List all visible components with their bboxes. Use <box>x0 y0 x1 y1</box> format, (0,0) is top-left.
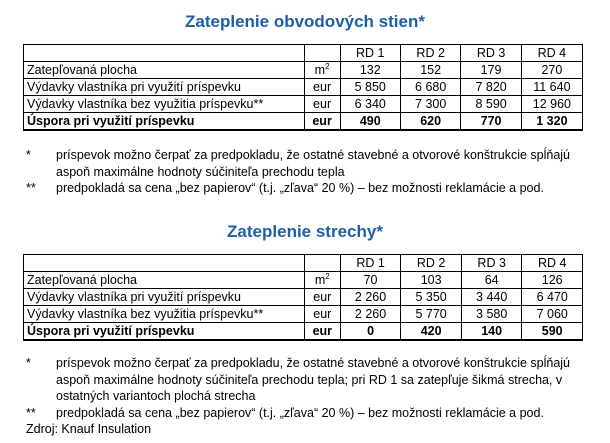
table-cell: 0 <box>340 323 401 341</box>
table-cell: 103 <box>401 272 462 289</box>
row-label: Úspora pri využití príspevku <box>24 323 305 341</box>
table-cell: 126 <box>522 272 583 289</box>
table-cell: 12 960 <box>521 96 582 113</box>
table-cell: 6 340 <box>340 96 400 113</box>
table-row <box>24 306 583 323</box>
table-cell: 770 <box>461 113 521 131</box>
footnote <box>26 180 601 197</box>
table-cell: 2 260 <box>340 289 401 306</box>
table-cell: 620 <box>400 113 460 131</box>
footnote <box>26 355 601 405</box>
table-row-total <box>24 113 583 131</box>
table-cell: 3 580 <box>461 306 522 323</box>
footnote-mark: * <box>26 148 31 162</box>
table-cell: 7 300 <box>400 96 460 113</box>
table-cell: 5 770 <box>401 306 462 323</box>
row-unit: $m^2$ <box>304 62 340 79</box>
table-cell: 152 <box>400 62 460 79</box>
table-cell: 1 320 <box>521 113 582 131</box>
row-label: Výdavky vlastníka bez využitia príspevku** <box>24 96 305 113</box>
table-cell: 64 <box>461 272 522 289</box>
table-cell: 5 350 <box>401 289 462 306</box>
column-header: RD 3 <box>461 255 522 272</box>
table-row <box>24 96 583 113</box>
column-header: RD 4 <box>522 255 583 272</box>
walls-footnotes <box>26 147 601 197</box>
footnote-mark: ** <box>26 405 36 420</box>
table-cell: 420 <box>401 323 462 341</box>
table-row <box>24 79 583 96</box>
table-cell: 7 060 <box>522 306 583 323</box>
table-cell: 7 820 <box>461 79 521 96</box>
row-unit: eur <box>304 289 340 306</box>
row-unit: eur <box>304 113 340 131</box>
table-cell: 2 260 <box>340 306 401 323</box>
row-label: Zatepľovaná plocha <box>24 272 305 289</box>
table-cell: 132 <box>340 62 400 79</box>
footnote-mark: ** <box>26 181 36 195</box>
footnote <box>26 147 601 180</box>
table-row <box>24 272 583 289</box>
footnote-mark: * <box>26 356 31 370</box>
table-cell: 3 440 <box>461 289 522 306</box>
column-header: RD 2 <box>401 255 462 272</box>
roof-footnotes <box>26 355 601 438</box>
table-cell: 11 640 <box>521 79 582 96</box>
column-header: RD 4 <box>521 45 582 62</box>
footnote-text: príspevok možno čerpať za predpokladu, že ostatné stavebné a otvorové konštrukcie spĺňajú aspoň maximálne hodnoty súčiniteľa prechodu tepla <box>56 148 571 179</box>
row-unit: eur <box>304 79 340 96</box>
source-note: Zdroj: Knauf Insulation <box>26 422 152 436</box>
footnote-text: predpokladá sa cena „bez papierov“ (t.j. „zľava“ 20 %) – bez možnosti reklamácie a pod. <box>56 181 544 195</box>
table-cell: 179 <box>461 62 521 79</box>
roof-table <box>23 254 583 341</box>
table-header-row <box>24 255 583 272</box>
table-cell: 6 470 <box>522 289 583 306</box>
row-unit: eur <box>304 306 340 323</box>
table-row-total <box>24 323 583 341</box>
table-header-row <box>24 45 583 62</box>
column-header: RD 1 <box>340 255 401 272</box>
column-header: RD 3 <box>461 45 521 62</box>
column-header: RD 2 <box>400 45 460 62</box>
table-cell: 590 <box>522 323 583 341</box>
table-cell: 70 <box>340 272 401 289</box>
footnote <box>26 405 601 422</box>
row-unit: $m^2$ <box>304 272 340 289</box>
section-title-roof: Zateplenie strechy* <box>227 222 383 241</box>
row-label: Výdavky vlastníka bez využitia príspevku** <box>24 306 305 323</box>
table-row <box>24 289 583 306</box>
row-label: Úspora pri využití príspevku <box>24 113 305 131</box>
table-cell: 270 <box>521 62 582 79</box>
column-header: RD 1 <box>340 45 400 62</box>
footnote-text: predpokladá sa cena „bez papierov“ (t.j. „zľava“ 20 %) – bez možnosti reklamácie a pod. <box>56 405 544 420</box>
row-label: Výdavky vlastníka pri využití príspevku <box>24 79 305 96</box>
row-unit: eur <box>304 96 340 113</box>
table-cell: 8 590 <box>461 96 521 113</box>
row-label: Výdavky vlastníka pri využití príspevku <box>24 289 305 306</box>
row-label: Zatepľovaná plocha <box>24 62 305 79</box>
row-unit: eur <box>304 323 340 341</box>
footnote-text: príspevok možno čerpať za predpokladu, že ostatné stavebné a otvorové konštrukcie spĺňajú aspoň maximálne hodnoty súčiniteľa prechodu tepla; pri RD 1 sa zatepľuje šikmá strecha, v ostatných variantoch plochá strecha <box>56 356 571 403</box>
table-cell: 490 <box>340 113 400 131</box>
table-cell: 5 850 <box>340 79 400 96</box>
walls-table <box>23 44 583 131</box>
table-cell: 6 680 <box>400 79 460 96</box>
table-row <box>24 62 583 79</box>
table-cell: 140 <box>461 323 522 341</box>
section-title-walls: Zateplenie obvodových stien* <box>185 12 425 31</box>
